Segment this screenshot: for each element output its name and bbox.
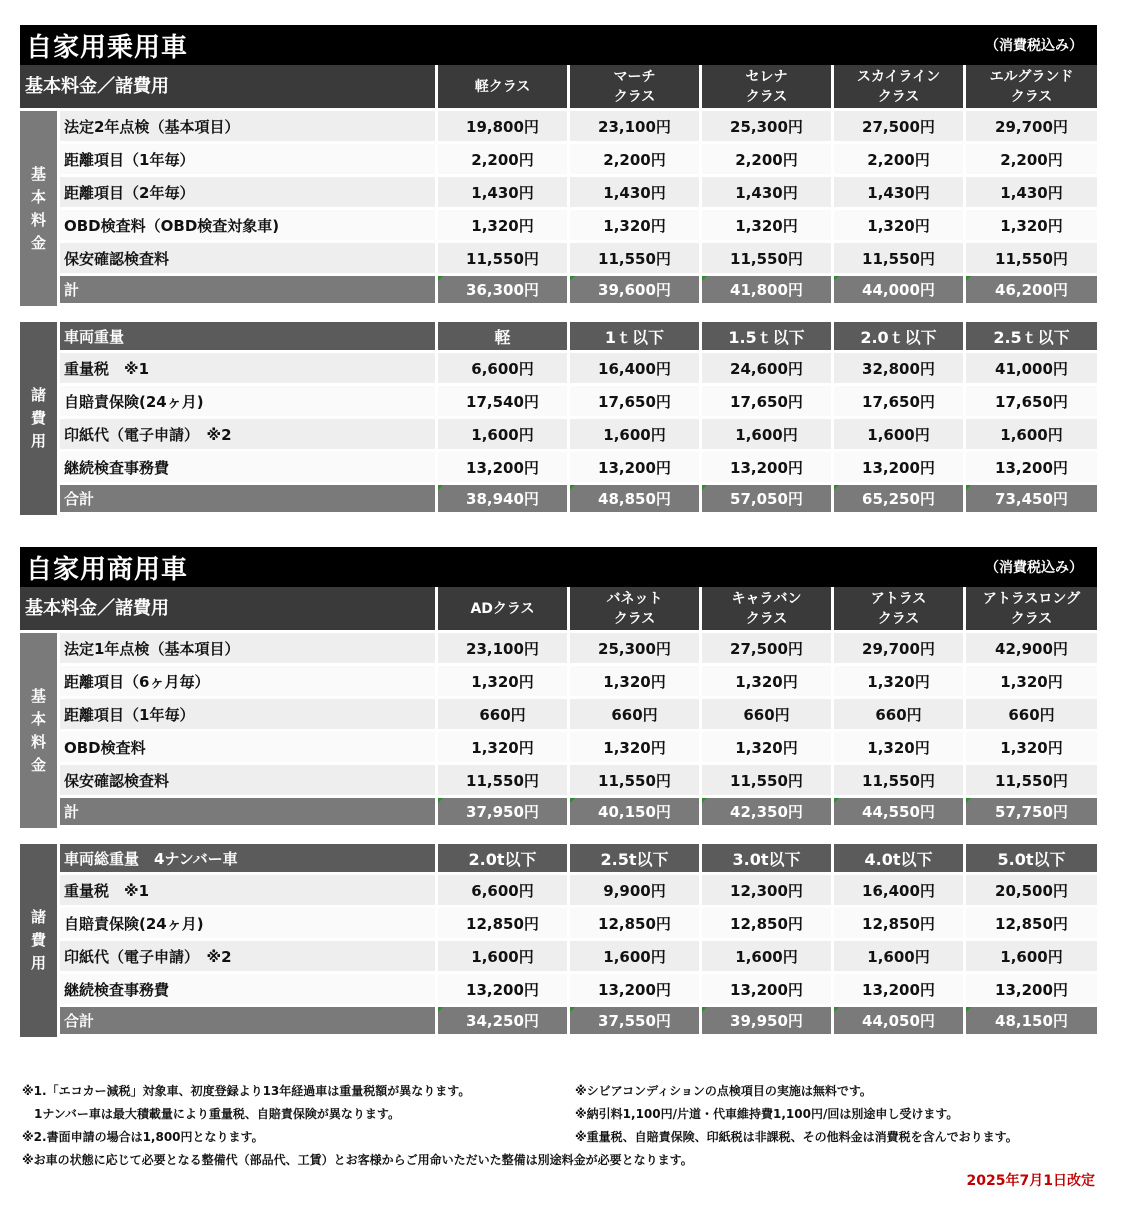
total-cell: 48,850円 — [570, 485, 702, 515]
price-cell: 1,320円 — [570, 732, 702, 765]
revised-date: 2025年7月1日改定 — [966, 1173, 1095, 1189]
item-name: 保安確認検査料 — [60, 243, 438, 276]
total-cell: 48,150円 — [966, 1007, 1097, 1037]
price-cell: 1,430円 — [438, 177, 570, 210]
price-cell: 2,200円 — [570, 144, 702, 177]
passenger-car-section — [20, 25, 1097, 515]
price-cell: 12,850円 — [438, 908, 570, 941]
subtotal-cell: 42,350円 — [702, 798, 834, 828]
price-cell: 1,320円 — [438, 210, 570, 243]
header-row — [20, 65, 1097, 111]
price-cell: 13,200円 — [966, 974, 1097, 1007]
item-name: 法定2年点検（基本項目） — [60, 111, 438, 144]
class-header — [570, 587, 702, 633]
price-cell: 1,320円 — [966, 732, 1097, 765]
total-cell: 65,250円 — [834, 485, 966, 515]
price-cell: 12,850円 — [966, 908, 1097, 941]
price-cell: 1,600円 — [966, 941, 1097, 974]
price-cell: 13,200円 — [702, 452, 834, 485]
price-cell: 16,400円 — [834, 875, 966, 908]
section-title-bar — [20, 547, 1097, 587]
price-cell: 13,200円 — [834, 974, 966, 1007]
total-label: 合計 — [60, 485, 438, 515]
table-row — [20, 666, 1097, 699]
class-header-line: アトラスロング — [982, 590, 1081, 607]
price-cell: 1,430円 — [702, 177, 834, 210]
class-header-line: クラス — [1010, 610, 1053, 627]
weight-cell: 3.0t以下 — [702, 844, 834, 875]
header-table — [20, 587, 1097, 633]
price-cell: 13,200円 — [570, 974, 702, 1007]
header-table — [20, 65, 1097, 111]
side-label-char: 費 — [30, 409, 46, 427]
price-cell: 13,200円 — [966, 452, 1097, 485]
subtotal-label: 計 — [60, 798, 438, 828]
section-title: 自家用商用車 — [26, 554, 189, 585]
price-cell: 2,200円 — [702, 144, 834, 177]
table-row — [20, 974, 1097, 1007]
item-name: 継続検査事務費 — [60, 974, 438, 1007]
class-header — [966, 65, 1097, 111]
price-cell: 12,850円 — [570, 908, 702, 941]
price-cell: 660円 — [570, 699, 702, 732]
class-header-line: セレナ — [745, 68, 788, 85]
price-cell: 42,900円 — [966, 633, 1097, 666]
price-cell: 12,850円 — [702, 908, 834, 941]
notes-right — [575, 1080, 1095, 1149]
price-cell: 11,550円 — [438, 765, 570, 798]
header-label: 基本料金／諸費用 — [20, 587, 438, 633]
side-label-char: 基 — [30, 686, 46, 705]
item-name: OBD検査料 — [60, 732, 438, 765]
misc-fee-side-label — [20, 322, 60, 515]
class-header-line: クラス — [745, 88, 788, 105]
price-cell: 13,200円 — [570, 452, 702, 485]
weight-row — [20, 844, 1097, 875]
class-header — [966, 587, 1097, 633]
side-label-char: 用 — [30, 432, 46, 450]
item-name: 自賠責保険(24ヶ月) — [60, 386, 438, 419]
class-header-line: マーチ — [613, 68, 656, 85]
price-cell: 1,320円 — [570, 666, 702, 699]
subtotal-cell: 44,000円 — [834, 276, 966, 306]
note-line: ※納引料1,100円/片道・代車維持費1,100円/回は別途申し受けます。 — [575, 1107, 959, 1121]
weight-cell: 軽 — [438, 322, 570, 353]
class-header-line: クラス — [745, 610, 788, 627]
table-row — [20, 210, 1097, 243]
header-row — [20, 587, 1097, 633]
price-cell: 17,540円 — [438, 386, 570, 419]
total-row — [20, 485, 1097, 515]
class-header-line: クラス — [613, 610, 656, 627]
weight-cell: 5.0t以下 — [966, 844, 1097, 875]
class-header — [438, 587, 570, 633]
price-cell: 660円 — [966, 699, 1097, 732]
price-cell: 1,430円 — [570, 177, 702, 210]
price-cell: 6,600円 — [438, 875, 570, 908]
price-cell: 13,200円 — [702, 974, 834, 1007]
price-cell: 2,200円 — [966, 144, 1097, 177]
table-row — [20, 875, 1097, 908]
price-cell: 1,600円 — [570, 419, 702, 452]
weight-cell: 4.0t以下 — [834, 844, 966, 875]
price-cell: 17,650円 — [834, 386, 966, 419]
table-row — [20, 419, 1097, 452]
weight-cell: 2.0ｔ以下 — [834, 322, 966, 353]
price-cell: 13,200円 — [438, 452, 570, 485]
price-cell: 1,320円 — [702, 732, 834, 765]
class-header — [702, 65, 834, 111]
price-cell: 2,200円 — [438, 144, 570, 177]
price-cell: 13,200円 — [834, 452, 966, 485]
misc-fee-table — [20, 844, 1097, 1037]
price-cell: 11,550円 — [570, 765, 702, 798]
subtotal-cell: 36,300円 — [438, 276, 570, 306]
item-name: 距離項目（1年毎） — [60, 144, 438, 177]
price-cell: 17,650円 — [570, 386, 702, 419]
header-label: 基本料金／諸費用 — [20, 65, 438, 111]
subtotal-cell: 41,800円 — [702, 276, 834, 306]
table-row — [20, 353, 1097, 386]
price-cell: 32,800円 — [834, 353, 966, 386]
price-cell: 25,300円 — [570, 633, 702, 666]
price-cell: 1,320円 — [966, 210, 1097, 243]
price-cell: 660円 — [834, 699, 966, 732]
price-cell: 13,200円 — [438, 974, 570, 1007]
price-cell: 12,850円 — [834, 908, 966, 941]
misc-fee-side-label — [20, 844, 60, 1037]
price-cell: 29,700円 — [966, 111, 1097, 144]
total-cell: 44,050円 — [834, 1007, 966, 1037]
side-label-char: 諸 — [30, 386, 46, 404]
side-label-char: 費 — [30, 931, 46, 949]
item-name: 重量税 ※1 — [60, 875, 438, 908]
side-label-char: 諸 — [30, 908, 46, 926]
price-cell: 660円 — [438, 699, 570, 732]
item-name: OBD検査料（OBD検査対象車) — [60, 210, 438, 243]
price-cell: 27,500円 — [834, 111, 966, 144]
item-name: 法定1年点検（基本項目） — [60, 633, 438, 666]
weight-cell: 2.0t以下 — [438, 844, 570, 875]
section-gap — [20, 306, 1097, 322]
class-header — [570, 65, 702, 111]
item-name: 距離項目（2年毎） — [60, 177, 438, 210]
price-cell: 1,320円 — [834, 732, 966, 765]
price-cell: 19,800円 — [438, 111, 570, 144]
weight-cell: 1.5ｔ以下 — [702, 322, 834, 353]
notes-left — [22, 1080, 582, 1149]
weight-cell: 2.5t以下 — [570, 844, 702, 875]
side-label-char: 金 — [30, 233, 46, 252]
class-header-line: キャラバン — [731, 590, 802, 607]
price-cell: 1,600円 — [834, 941, 966, 974]
total-cell: 34,250円 — [438, 1007, 570, 1037]
class-header — [834, 65, 966, 111]
price-cell: 23,100円 — [438, 633, 570, 666]
price-cell: 1,430円 — [966, 177, 1097, 210]
price-cell: 12,300円 — [702, 875, 834, 908]
table-row — [20, 243, 1097, 276]
total-cell: 39,950円 — [702, 1007, 834, 1037]
table-row — [20, 732, 1097, 765]
price-cell: 1,320円 — [834, 666, 966, 699]
price-cell: 1,600円 — [702, 941, 834, 974]
class-header-line: クラス — [877, 88, 920, 105]
price-cell: 41,000円 — [966, 353, 1097, 386]
note-line: ※シビアコンディションの点検項目の実施は無料です。 — [575, 1084, 872, 1098]
price-cell: 11,550円 — [966, 243, 1097, 276]
subtotal-cell: 40,150円 — [570, 798, 702, 828]
subtotal-row — [20, 798, 1097, 828]
price-cell: 17,650円 — [966, 386, 1097, 419]
total-label: 合計 — [60, 1007, 438, 1037]
price-cell: 9,900円 — [570, 875, 702, 908]
table-row — [20, 386, 1097, 419]
table-row — [20, 765, 1097, 798]
subtotal-label: 計 — [60, 276, 438, 306]
class-header-line: クラス — [1010, 88, 1053, 105]
price-cell: 11,550円 — [438, 243, 570, 276]
price-cell: 11,550円 — [702, 765, 834, 798]
item-name: 保安確認検査料 — [60, 765, 438, 798]
subtotal-cell: 44,550円 — [834, 798, 966, 828]
basic-fee-table — [20, 111, 1097, 306]
price-cell: 17,650円 — [702, 386, 834, 419]
price-cell: 25,300円 — [702, 111, 834, 144]
subtotal-cell: 46,200円 — [966, 276, 1097, 306]
table-row — [20, 699, 1097, 732]
price-cell: 1,320円 — [702, 666, 834, 699]
price-cell: 1,320円 — [834, 210, 966, 243]
class-header-line: スカイライン — [856, 68, 941, 85]
side-label-char: 用 — [30, 954, 46, 972]
price-cell: 11,550円 — [834, 243, 966, 276]
basic-fee-side-label — [20, 633, 60, 828]
item-name: 距離項目（1年毎） — [60, 699, 438, 732]
price-cell: 1,430円 — [834, 177, 966, 210]
class-header-line: バネット — [606, 590, 663, 607]
class-header-line: 軽クラス — [474, 78, 531, 95]
price-cell: 6,600円 — [438, 353, 570, 386]
price-cell: 24,600円 — [702, 353, 834, 386]
price-cell: 2,200円 — [834, 144, 966, 177]
basic-fee-table — [20, 633, 1097, 828]
table-row — [20, 452, 1097, 485]
item-name: 自賠責保険(24ヶ月) — [60, 908, 438, 941]
tax-note: （消費税込み） — [985, 38, 1083, 54]
section-title-bar — [20, 25, 1097, 65]
item-name: 印紙代（電子申請） ※2 — [60, 419, 438, 452]
price-cell: 1,320円 — [438, 666, 570, 699]
subtotal-row — [20, 276, 1097, 306]
table-row — [20, 111, 1097, 144]
class-header-line: アトラス — [870, 590, 927, 607]
misc-fee-table — [20, 322, 1097, 515]
section-title: 自家用乗用車 — [26, 32, 189, 63]
price-cell: 1,320円 — [438, 732, 570, 765]
price-cell: 20,500円 — [966, 875, 1097, 908]
side-label-char: 基 — [30, 164, 46, 183]
price-cell: 1,320円 — [966, 666, 1097, 699]
table-row — [20, 177, 1097, 210]
weight-label: 車両重量 — [60, 322, 438, 353]
price-cell: 1,600円 — [570, 941, 702, 974]
price-cell: 1,600円 — [834, 419, 966, 452]
weight-label: 車両総重量 4ナンバー車 — [60, 844, 438, 875]
side-label-char: 本 — [30, 187, 46, 206]
weight-row — [20, 322, 1097, 353]
tax-note: （消費税込み） — [985, 560, 1083, 576]
commercial-car-section — [20, 547, 1097, 1037]
total-cell: 38,940円 — [438, 485, 570, 515]
price-cell: 1,320円 — [702, 210, 834, 243]
item-name: 距離項目（6ヶ月毎） — [60, 666, 438, 699]
price-cell: 29,700円 — [834, 633, 966, 666]
note-line: 1ナンバー車は最大積載量により重量税、自賠責保険が異なります。 — [22, 1107, 400, 1121]
price-cell: 11,550円 — [702, 243, 834, 276]
item-name: 重量税 ※1 — [60, 353, 438, 386]
price-cell: 1,600円 — [966, 419, 1097, 452]
side-label-char: 料 — [30, 210, 46, 229]
price-cell: 1,600円 — [702, 419, 834, 452]
price-cell: 660円 — [702, 699, 834, 732]
class-header — [702, 587, 834, 633]
class-header-line: エルグランド — [989, 68, 1074, 85]
price-cell: 11,550円 — [966, 765, 1097, 798]
price-cell: 16,400円 — [570, 353, 702, 386]
price-cell: 27,500円 — [702, 633, 834, 666]
price-cell: 11,550円 — [834, 765, 966, 798]
total-row — [20, 1007, 1097, 1037]
note-line: ※重量税、自賠責保険、印紙税は非課税、その他料金は消費税を含んでおります。 — [575, 1130, 1018, 1144]
price-cell: 1,600円 — [438, 419, 570, 452]
table-row — [20, 144, 1097, 177]
basic-fee-side-label — [20, 111, 60, 306]
total-cell: 37,550円 — [570, 1007, 702, 1037]
class-header-line: ADクラス — [470, 600, 535, 617]
class-header — [834, 587, 966, 633]
item-name: 印紙代（電子申請） ※2 — [60, 941, 438, 974]
class-header-line: クラス — [877, 610, 920, 627]
note-line: ※お車の状態に応じて必要となる整備代（部品代、工賃）とお客様からご用命いただいた整備は別途料金が必要となります。 — [22, 1153, 693, 1167]
subtotal-cell: 57,750円 — [966, 798, 1097, 828]
total-cell: 73,450円 — [966, 485, 1097, 515]
section-gap — [20, 828, 1097, 844]
side-label-char: 料 — [30, 732, 46, 751]
side-label-char: 金 — [30, 755, 46, 774]
table-row — [20, 633, 1097, 666]
total-cell: 57,050円 — [702, 485, 834, 515]
note-line: ※2.書面申請の場合は1,800円となります。 — [22, 1130, 264, 1144]
side-label-char: 本 — [30, 709, 46, 728]
table-row — [20, 941, 1097, 974]
table-row — [20, 908, 1097, 941]
price-cell: 11,550円 — [570, 243, 702, 276]
weight-cell: 1ｔ以下 — [570, 322, 702, 353]
note-line: ※1.「エコカー減税」対象車、初度登録より13年経過車は重量税額が異なります。 — [22, 1084, 471, 1098]
price-cell: 1,320円 — [570, 210, 702, 243]
class-header — [438, 65, 570, 111]
item-name: 継続検査事務費 — [60, 452, 438, 485]
price-cell: 23,100円 — [570, 111, 702, 144]
subtotal-cell: 39,600円 — [570, 276, 702, 306]
price-cell: 1,600円 — [438, 941, 570, 974]
subtotal-cell: 37,950円 — [438, 798, 570, 828]
weight-cell: 2.5ｔ以下 — [966, 322, 1097, 353]
class-header-line: クラス — [613, 88, 656, 105]
